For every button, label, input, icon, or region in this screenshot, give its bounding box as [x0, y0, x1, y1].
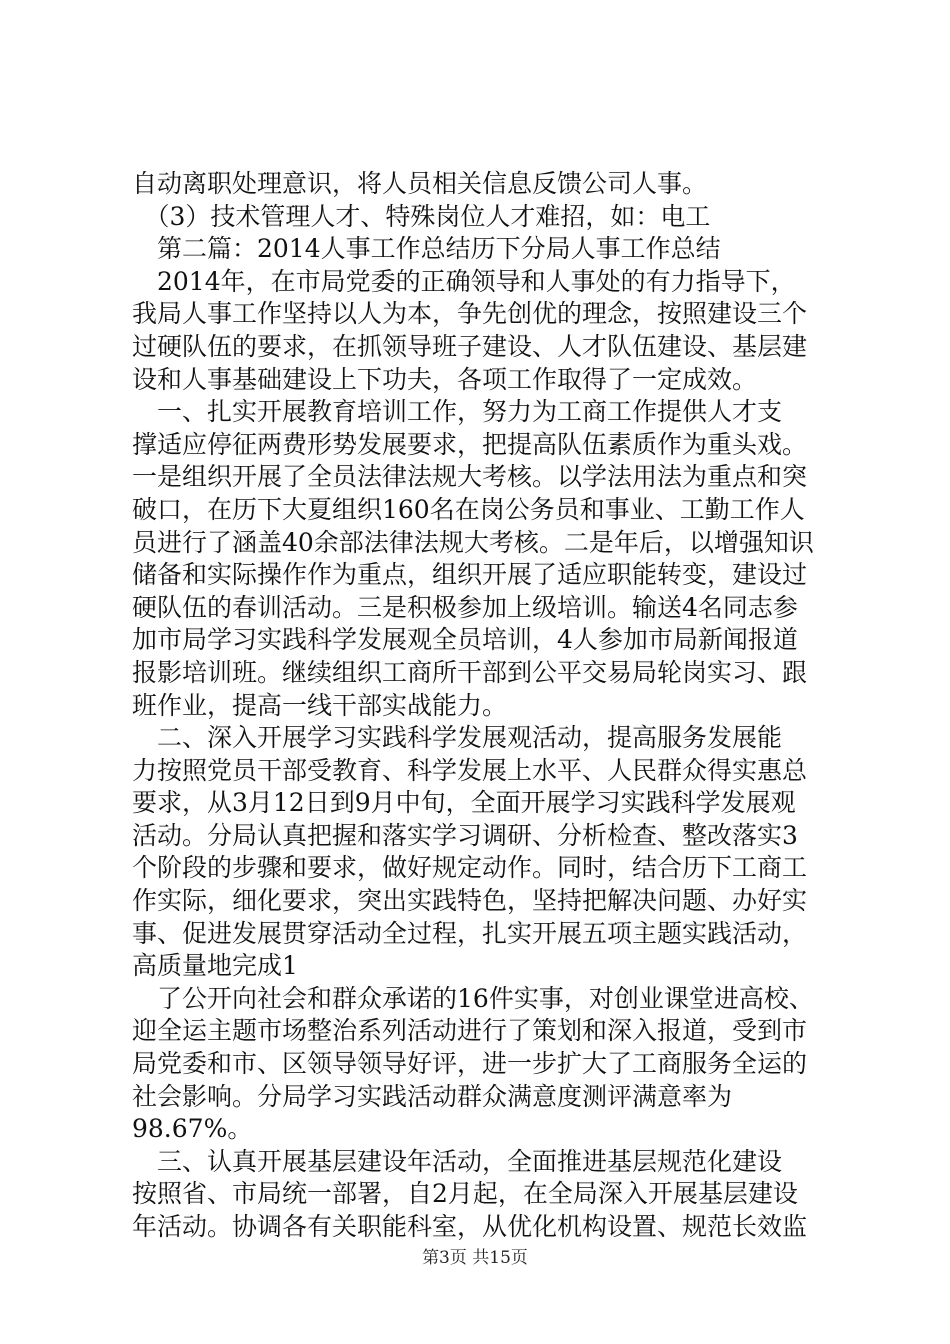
text-line: 事、促进发展贯穿活动全过程，扎实开展五项主题实践活动，	[132, 918, 808, 948]
text-line: 迎全运主题市场整治系列活动进行了策划和深入报道，受到市	[132, 1016, 808, 1046]
text-line: 一、扎实开展教育培训工作，努力为工商工作提供人才支	[132, 397, 783, 427]
document-body	[132, 168, 832, 1244]
text-line: 按照省、市局统一部署，自2月起，在全局深入开展基层建设	[132, 1179, 798, 1209]
text-line: 过硬队伍的要求，在抓领导班子建设、人才队伍建设、基层建	[132, 331, 808, 361]
text-line: 员进行了涵盖40余部法律法规大考核。二是年后，以增强知识	[132, 527, 814, 557]
text-line: 98.67%。	[132, 1114, 253, 1144]
text-line: 力按照党员干部受教育、科学发展上水平、人民群众得实惠总	[132, 755, 808, 785]
text-line: 班作业，提高一线干部实战能力。	[132, 690, 508, 720]
text-line: 储备和实际操作作为重点，组织开展了适应职能转变，建设过	[132, 560, 808, 590]
text-line: 设和人事基础建设上下功夫，各项工作取得了一定成效。	[132, 364, 758, 394]
text-line: 要求，从3月12日到9月中旬，全面开展学习实践科学发展观	[132, 788, 796, 818]
text-line: 撑适应停征两费形势发展要求，把提高队伍素质作为重头戏。	[132, 429, 808, 459]
text-line: 报影培训班。继续组织工商所干部到公平交易局轮岗实习、跟	[132, 657, 808, 687]
text-line: 局党委和市、区领导领导好评，进一步扩大了工商服务全运的	[132, 1049, 808, 1079]
text-line: 个阶段的步骤和要求，做好规定动作。同时，结合历下工商工	[132, 853, 808, 883]
text-line: 一是组织开展了全员法律法规大考核。以学法用法为重点和突	[132, 462, 808, 492]
text-line: 加市局学习实践科学发展观全员培训，4人参加市局新闻报道	[132, 625, 798, 655]
text-line: 自动离职处理意识，将人员相关信息反馈公司人事。	[132, 169, 708, 198]
text-line: 2014年，在市局党委的正确领导和人事处的有力指导下，	[132, 266, 796, 296]
text-line: 硬队伍的春训活动。三是积极参加上级培训。输送4名同志参	[132, 592, 798, 622]
text-line: 第二篇：2014人事工作总结历下分局人事工作总结	[132, 234, 721, 264]
text-line: 破口，在历下大夏组织160名在岗公务员和事业、工勤工作人	[132, 494, 805, 524]
text-line: 活动。分局认真把握和落实学习调研、分析检查、整改落实3	[132, 820, 798, 850]
text-line: 二、深入开展学习实践科学发展观活动，提高服务发展能	[132, 723, 783, 753]
text-line: 作实际，细化要求，突出实践特色，坚持把解决问题、办好实	[132, 886, 808, 916]
text-line: 三、认真开展基层建设年活动，全面推进基层规范化建设	[132, 1146, 783, 1176]
text-line: 社会影响。分局学习实践活动群众满意度测评满意率为	[132, 1081, 733, 1111]
text-line: （3）技术管理人才、特殊岗位人才难招，如：电工	[132, 201, 711, 231]
text-line: 了公开向社会和群众承诺的16件实事，对创业课堂进高校、	[132, 983, 814, 1013]
text-line: 年活动。协调各有关职能科室，从优化机构设置、规范长效监	[132, 1212, 808, 1241]
text-line: 我局人事工作坚持以人为本，争先创优的理念，按照建设三个	[132, 299, 808, 329]
text-line: 高质量地完成1	[132, 951, 298, 981]
page-footer: 第3页 共15页	[422, 1248, 528, 1268]
